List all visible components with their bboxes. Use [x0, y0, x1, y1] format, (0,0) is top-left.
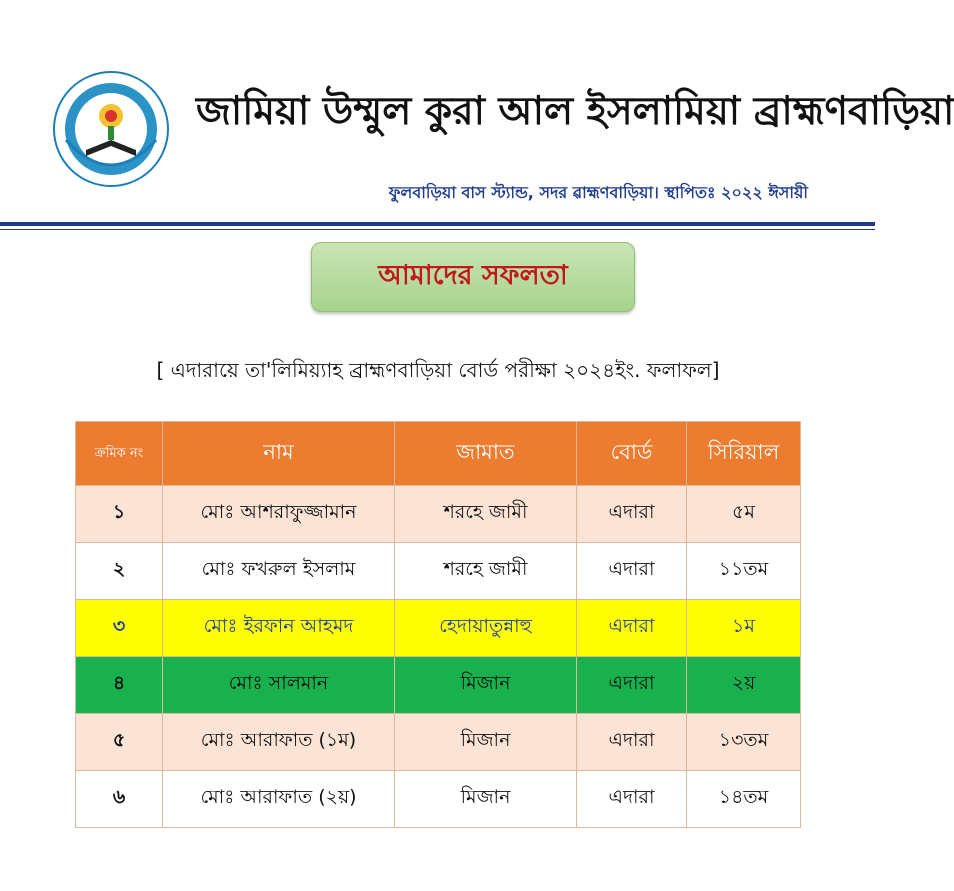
table-row [76, 657, 801, 714]
table-row [76, 600, 801, 657]
row-serial: ২ [76, 543, 163, 600]
header-board: বোর্ড [577, 422, 687, 486]
row-serial: ১ [76, 486, 163, 543]
row-name: মোঃ সালমান [163, 657, 395, 714]
row-position: ২য় [687, 657, 801, 714]
row-name: মোঃ ইরফান আহমদ [163, 600, 395, 657]
row-name: মোঃ আশরাফুজ্জামান [163, 486, 395, 543]
institution-logo-icon [52, 70, 170, 188]
row-board: এদারা [577, 543, 687, 600]
header-serial-no: ক্রমিক নং [76, 422, 163, 486]
row-class: শরহে জামী [395, 543, 577, 600]
row-position: ৫ম [687, 486, 801, 543]
row-position: ১১তম [687, 543, 801, 600]
row-board: এদারা [577, 600, 687, 657]
header-position: সিরিয়াল [687, 422, 801, 486]
header-divider [0, 222, 875, 226]
table-row [76, 486, 801, 543]
table-header-row [76, 422, 801, 486]
row-serial: ৫ [76, 714, 163, 771]
row-board: এদারা [577, 714, 687, 771]
row-name: মোঃ আরাফাত (১ম) [163, 714, 395, 771]
row-board: এদারা [577, 486, 687, 543]
row-class: মিজান [395, 657, 577, 714]
row-serial: ৩ [76, 600, 163, 657]
row-board: এদারা [577, 657, 687, 714]
row-class: মিজান [395, 771, 577, 828]
institution-title: জামিয়া উম্মুল কুরা আল ইসলামিয়া ব্রাহ্মণবাড়িয়া [196, 89, 954, 134]
header-name: নাম [163, 422, 395, 486]
header-divider-thin [0, 229, 875, 230]
results-table [75, 421, 801, 828]
row-class: হেদায়াতুন্নাহু [395, 600, 577, 657]
institution-address: ফুলবাড়িয়া বাস স্ট্যান্ড, সদর ৱাহ্মণবাড়িয়া। স্থাপিতঃ ২০২২ ঈসায়ী [388, 183, 808, 202]
row-position: ১৩তম [687, 714, 801, 771]
success-banner: আমাদের সফলতা [311, 242, 635, 312]
table-row [76, 771, 801, 828]
row-serial: ৬ [76, 771, 163, 828]
header-class: জামাত [395, 422, 577, 486]
table-row [76, 714, 801, 771]
row-class: মিজান [395, 714, 577, 771]
row-position: ১৪তম [687, 771, 801, 828]
row-serial: ৪ [76, 657, 163, 714]
row-class: শরহে জামী [395, 486, 577, 543]
row-name: মোঃ আরাফাত (২য়) [163, 771, 395, 828]
result-subtitle: [ এদারায়ে তা'লিমিয়্যাহ ব্রাহ্মণবাড়িয়া বোর্ড পরীক্ষা ২০২৪ইং. ফলাফল] [156, 358, 720, 382]
row-board: এদারা [577, 771, 687, 828]
table-row [76, 543, 801, 600]
row-name: মোঃ ফখরুল ইসলাম [163, 543, 395, 600]
row-position: ১ম [687, 600, 801, 657]
